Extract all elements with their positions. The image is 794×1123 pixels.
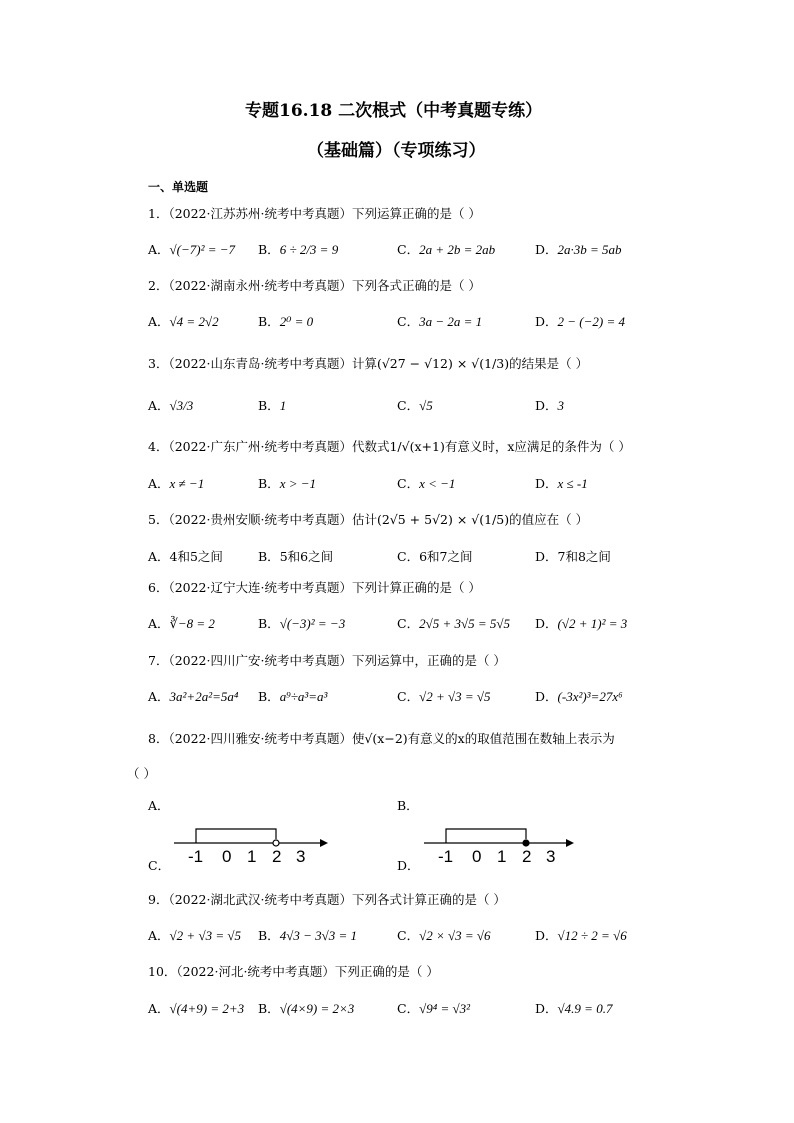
q5-option-b-text: 5和6之间 <box>279 549 334 564</box>
q3-option-a[interactable]: A．√3/3 <box>148 398 194 413</box>
q9-option-a-expr: √2 + √3 = √5 <box>169 928 241 943</box>
q10-option-d-expr: √4.9 = 0.7 <box>557 1001 613 1016</box>
q7-option-a[interactable]: A．3a²+2a²=5a⁴ <box>148 689 239 704</box>
q9-option-c[interactable]: C．√2 × √3 = √6 <box>397 928 491 943</box>
question-1 <box>148 204 481 222</box>
q3-option-d-expr: 3 <box>557 398 565 413</box>
q8-option-c-number-line <box>168 823 333 868</box>
endpoint-closed <box>523 840 529 846</box>
arrow-head-icon <box>566 839 574 847</box>
q2-option-b-expr: 2⁰ = 0 <box>279 314 314 329</box>
question-8 <box>148 729 615 747</box>
q8-option-d-label[interactable]: D． <box>397 858 420 873</box>
tick-label: 0 <box>472 847 482 866</box>
question-9 <box>148 890 506 908</box>
endpoint-open <box>273 840 279 846</box>
question-text: （2022·湖北武汉·统考中考真题）下列各式计算正确的是（ ） <box>168 892 506 907</box>
q10-option-c-expr: √9⁴ = √3² <box>419 1001 471 1016</box>
q7-option-d-expr: (-3x²)³=27x⁶ <box>557 689 623 704</box>
question-3 <box>148 354 588 372</box>
q5-option-a[interactable]: A．4和5之间 <box>148 549 223 564</box>
q3-option-d[interactable]: D．3 <box>535 398 565 413</box>
question-8-blank: （ ） <box>127 766 156 781</box>
q10-option-b[interactable]: B．√(4×9) = 2×3 <box>258 1001 355 1016</box>
question-4 <box>148 437 631 455</box>
tick-label: 3 <box>546 847 556 866</box>
question-text: （2022·河北·统考中考真题）下列正确的是（ ） <box>176 964 439 979</box>
q7-option-b[interactable]: B．a⁹÷a³=a³ <box>258 689 328 704</box>
q6-option-c[interactable]: C．2√5 + 3√5 = 5√5 <box>397 616 511 631</box>
q4-option-b-expr: x > −1 <box>279 476 317 491</box>
q5-option-b[interactable]: B．5和6之间 <box>258 549 334 564</box>
question-text: （2022·湖南永州·统考中考真题）下列各式正确的是（ ） <box>168 278 481 293</box>
q2-option-b[interactable]: B．2⁰ = 0 <box>258 314 314 329</box>
q3-option-c-expr: √5 <box>419 398 433 413</box>
q10-option-a[interactable]: A．√(4+9) = 2+3 <box>148 1001 245 1016</box>
question-text: （2022·广东广州·统考中考真题）代数式1/√(x+1)有意义时，x应满足的条件为（ ） <box>168 439 631 454</box>
question-number: 7． <box>148 653 169 668</box>
question-number: 1． <box>148 206 169 221</box>
q1-option-a-expr: √(−7)² = −7 <box>169 242 236 257</box>
q6-option-d[interactable]: D．(√2 + 1)² = 3 <box>535 616 628 631</box>
question-number: 9． <box>148 892 169 907</box>
q3-option-c[interactable]: C．√5 <box>397 398 433 413</box>
q7-option-c[interactable]: C．√2 + √3 = √5 <box>397 689 491 704</box>
title-line-1: 专题16.18 二次根式（中考真题专练） <box>245 101 543 121</box>
tick-label: -1 <box>438 847 454 866</box>
tick-label: 0 <box>222 847 232 866</box>
question-10 <box>148 962 439 980</box>
question-5 <box>148 510 588 528</box>
q8-option-c-label[interactable]: C． <box>148 858 171 873</box>
q6-option-a-expr: ∛−8 = 2 <box>169 616 215 631</box>
range-bracket <box>446 829 526 843</box>
q8-option-d-number-line <box>418 823 583 868</box>
q6-option-d-expr: (√2 + 1)² = 3 <box>557 616 628 631</box>
question-number: 4． <box>148 439 169 454</box>
q2-option-a[interactable]: A．√4 = 2√2 <box>148 314 219 329</box>
q8-option-b-label[interactable]: B． <box>397 798 419 813</box>
q6-option-b-expr: √(−3)² = −3 <box>279 616 346 631</box>
q4-option-d-expr: x ≤ -1 <box>557 476 588 491</box>
q5-option-d-text: 7和8之间 <box>557 549 611 564</box>
q2-option-a-expr: √4 = 2√2 <box>169 314 219 329</box>
range-bracket <box>196 829 276 843</box>
tick-label: 1 <box>497 847 507 866</box>
q1-option-c-expr: 2a + 2b = 2ab <box>419 242 496 257</box>
q1-option-d[interactable]: D．2a·3b = 5ab <box>535 242 622 257</box>
q2-option-c-expr: 3a − 2a = 1 <box>419 314 483 329</box>
question-number: 8． <box>148 731 169 746</box>
q2-option-d-expr: 2 − (−2) = 4 <box>557 314 626 329</box>
q10-option-d[interactable]: D．√4.9 = 0.7 <box>535 1001 613 1016</box>
tick-label: 3 <box>296 847 306 866</box>
question-text: （2022·贵州安顺·统考中考真题）估计(2√5 + 5√2) × √(1/5)的值应在（ ） <box>168 512 589 527</box>
q9-option-a[interactable]: A．√2 + √3 = √5 <box>148 928 241 943</box>
q7-option-c-expr: √2 + √3 = √5 <box>419 689 491 704</box>
q2-option-c[interactable]: C．3a − 2a = 1 <box>397 314 483 329</box>
q5-option-a-text: 4和5之间 <box>169 549 223 564</box>
q3-option-b[interactable]: B．1 <box>258 398 287 413</box>
q6-option-a[interactable]: A．∛−8 = 2 <box>148 616 215 631</box>
q9-option-b-expr: 4√3 − 3√3 = 1 <box>279 928 358 943</box>
question-text: （2022·四川雅安·统考中考真题）使√(x−2)有意义的x的取值范围在数轴上表示为 <box>168 731 615 746</box>
q9-option-b[interactable]: B．4√3 − 3√3 = 1 <box>258 928 358 943</box>
q1-option-b[interactable]: B．6 ÷ 2/3 = 9 <box>258 242 339 257</box>
q10-option-a-expr: √(4+9) = 2+3 <box>169 1001 245 1016</box>
question-7 <box>148 651 506 669</box>
q3-option-a-expr: √3/3 <box>169 398 194 413</box>
q4-option-c[interactable]: C．x < −1 <box>397 476 456 491</box>
section-heading: 一、单选题 <box>148 180 209 194</box>
tick-label: 1 <box>247 847 257 866</box>
question-number: 6． <box>148 580 169 595</box>
q4-option-a[interactable]: A．x ≠ −1 <box>148 476 205 491</box>
question-text: （2022·江苏苏州·统考中考真题）下列运算正确的是（ ） <box>168 206 481 221</box>
q7-option-a-expr: 3a²+2a²=5a⁴ <box>169 689 239 704</box>
q9-option-d[interactable]: D．√12 ÷ 2 = √6 <box>535 928 627 943</box>
q3-option-b-expr: 1 <box>279 398 287 413</box>
arrow-head-icon <box>320 839 328 847</box>
q4-option-a-expr: x ≠ −1 <box>169 476 205 491</box>
question-text: （2022·山东青岛·统考中考真题）计算(√27 − √12) × √(1/3)的结果是（ ） <box>168 356 589 371</box>
tick-label: 2 <box>522 847 532 866</box>
question-2 <box>148 276 481 294</box>
q1-option-d-expr: 2a·3b = 5ab <box>557 242 622 257</box>
q1-option-a[interactable]: A．√(−7)² = −7 <box>148 242 236 257</box>
q1-option-b-expr: 6 ÷ 2/3 = 9 <box>279 242 339 257</box>
q9-option-d-expr: √12 ÷ 2 = √6 <box>557 928 627 943</box>
q9-option-c-expr: √2 × √3 = √6 <box>419 928 491 943</box>
q4-option-b[interactable]: B．x > −1 <box>258 476 317 491</box>
q6-option-c-expr: 2√5 + 3√5 = 5√5 <box>419 616 511 631</box>
q4-option-c-expr: x < −1 <box>419 476 456 491</box>
q10-option-b-expr: √(4×9) = 2×3 <box>279 1001 355 1016</box>
question-number: 3． <box>148 356 169 371</box>
tick-label: 2 <box>272 847 282 866</box>
question-text: （2022·四川广安·统考中考真题）下列运算中，正确的是（ ） <box>168 653 506 668</box>
title-line-2: （基础篇）（专项练习） <box>307 141 486 161</box>
question-number: 10． <box>148 964 177 979</box>
question-6 <box>148 578 481 596</box>
q5-option-c-text: 6和7之间 <box>419 549 473 564</box>
question-number: 5． <box>148 512 169 527</box>
q7-option-d[interactable]: D．(-3x²)³=27x⁶ <box>535 689 623 704</box>
q8-option-a-label[interactable]: A． <box>148 798 170 813</box>
q4-option-d[interactable]: D．x ≤ -1 <box>535 476 588 491</box>
q2-option-d[interactable]: D．2 − (−2) = 4 <box>535 314 626 329</box>
question-number: 2． <box>148 278 169 293</box>
q7-option-b-expr: a⁹÷a³=a³ <box>279 689 328 704</box>
question-text: （2022·辽宁大连·统考中考真题）下列计算正确的是（ ） <box>168 580 481 595</box>
tick-label: -1 <box>188 847 204 866</box>
q1-option-c[interactable]: C．2a + 2b = 2ab <box>397 242 496 257</box>
q10-option-c[interactable]: C．√9⁴ = √3² <box>397 1001 471 1016</box>
q5-option-c[interactable]: C．6和7之间 <box>397 549 473 564</box>
q5-option-d[interactable]: D．7和8之间 <box>535 549 611 564</box>
q6-option-b[interactable]: B．√(−3)² = −3 <box>258 616 346 631</box>
